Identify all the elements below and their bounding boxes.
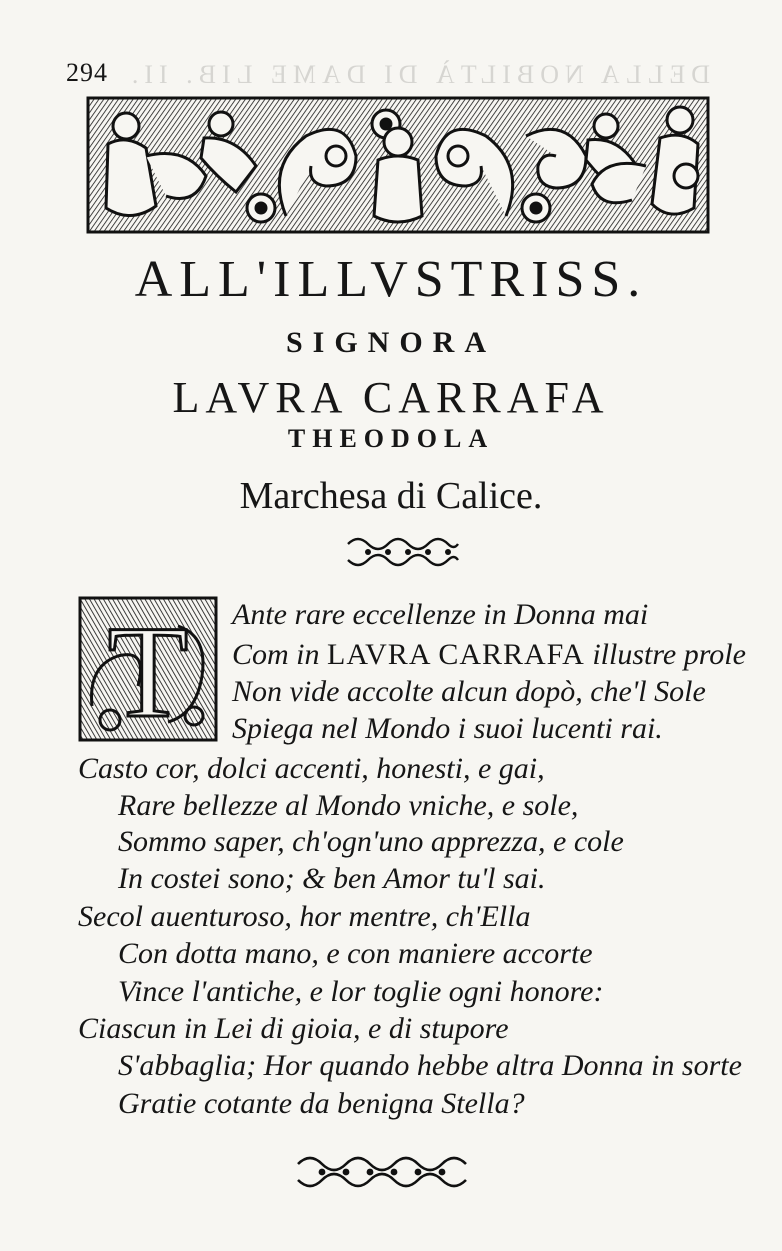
verse-line-2-name: LAVRA CARRAFA <box>327 638 585 671</box>
verse-line-11: Vince l'antiche, e lor toglie ogni honore: <box>118 975 604 1008</box>
verse-line-8: In costei sono; & ben Amor tu'l sai. <box>118 862 546 895</box>
verse-line-7: Sommo saper, ch'ogn'uno apprezza, e cole <box>118 825 624 858</box>
verse-line-1 <box>232 598 648 632</box>
verse-line-9: Secol auenturoso, hor mentre, ch'Ella <box>78 900 531 933</box>
dedication-name: LAVRA CARRAFA <box>172 373 610 422</box>
verse-line-13: S'abbaglia; Hor quando hebbe altra Donna in sorte <box>118 1049 742 1082</box>
verse-line-12: Ciascun in Lei di gioia, e di stupore <box>78 1012 509 1045</box>
verse-line-3: Non vide accolte alcun dopò, che'l Sole <box>232 675 706 708</box>
verse-line-5: Casto cor, dolci accenti, honesti, e gai, <box>78 752 545 785</box>
verse-line-14: Gratie cotante da benigna Stella? <box>118 1087 525 1120</box>
dedication-line-2: SIGNORA <box>285 326 497 359</box>
woodcut-headpiece <box>86 96 710 234</box>
verse-line-2-pre: Com in <box>232 638 328 671</box>
tailpiece-ornament <box>292 1150 472 1194</box>
verse-line-10: Con dotta mano, e con maniere accorte <box>118 937 593 970</box>
dedication-line-4: THEODOLA <box>287 424 495 453</box>
bleed-through-running-head: DELLA NOBILTÀ DI DAME LIB. II. <box>125 60 710 89</box>
verse-line-4: Spiega nel Mondo i suoi lucenti rai. <box>232 712 663 745</box>
historiated-initial-t <box>78 596 218 742</box>
dedication-line-1: ALL'ILLVSTRISS. <box>134 251 648 308</box>
initial-letter: T <box>107 598 189 742</box>
dedication-title: Marchesa di Calice. <box>239 475 543 517</box>
verse-line-2 <box>232 638 746 672</box>
verse-line-2-post: illustre prole <box>584 638 746 671</box>
verse-line-6: Rare bellezze al Mondo vniche, e sole, <box>118 789 579 822</box>
verse-line-1-text: Ante rare eccellenze in Donna mai <box>232 598 649 631</box>
page-number: 294 <box>66 58 108 87</box>
fleuron-ornament <box>344 532 462 572</box>
